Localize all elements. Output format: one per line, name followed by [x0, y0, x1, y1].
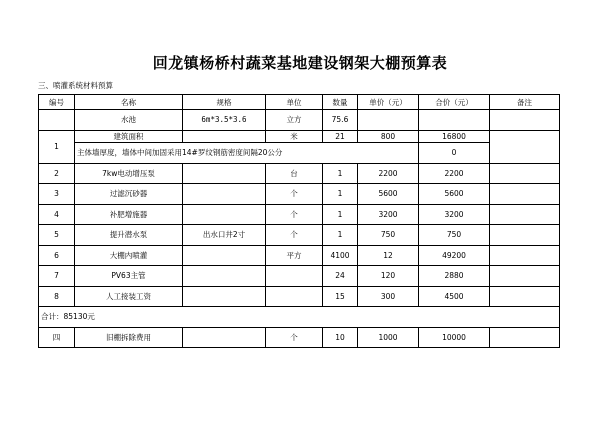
table-row	[39, 163, 560, 184]
cell-price: 1000	[358, 327, 419, 348]
cell-name: 人工接装工资	[75, 286, 183, 307]
cell-total: 10000	[419, 327, 490, 348]
cell-remark	[490, 225, 560, 246]
cell-price: 750	[358, 225, 419, 246]
cell-name: 旧棚拆除费用	[75, 327, 183, 348]
cell-remark	[490, 327, 560, 348]
cell-total: 0	[419, 143, 490, 164]
cell-unit	[266, 286, 323, 307]
cell-unit: 立方	[266, 110, 323, 131]
cell-name: 提升潜水泵	[75, 225, 183, 246]
cell-qty: 10	[323, 327, 358, 348]
cell-spec	[183, 245, 266, 266]
cell-total: 16800	[419, 130, 490, 143]
cell-spec	[183, 266, 266, 287]
table-row	[39, 225, 560, 246]
cell-unit: 台	[266, 163, 323, 184]
cell-no: 3	[39, 184, 75, 205]
table-row	[39, 204, 560, 225]
cell-no: 2	[39, 163, 75, 184]
header-remark: 备注	[490, 95, 560, 110]
cell-remark	[490, 163, 560, 184]
cell-qty: 1	[323, 204, 358, 225]
header-total: 合价（元）	[419, 95, 490, 110]
cell-remark	[490, 184, 560, 205]
table-row	[39, 184, 560, 205]
page-title: 回龙镇杨桥村蔬菜基地建设钢架大棚预算表	[152, 54, 448, 72]
cell-price: 300	[358, 286, 419, 307]
cell-price: 120	[358, 266, 419, 287]
cell-name: 水池	[75, 110, 183, 131]
budget-table	[38, 94, 560, 348]
table-row	[39, 130, 560, 143]
cell-qty: 75.6	[323, 110, 358, 131]
cell-price: 3200	[358, 204, 419, 225]
header-unit: 单位	[266, 95, 323, 110]
cell-name: 7kw电动增压泵	[75, 163, 183, 184]
cell-name: PV63主管	[75, 266, 183, 287]
table-row-sum	[39, 307, 560, 328]
cell-price: 12	[358, 245, 419, 266]
cell-spec	[183, 327, 266, 348]
cell-no: 7	[39, 266, 75, 287]
cell-spec	[183, 204, 266, 225]
cell-no: 5	[39, 225, 75, 246]
cell-unit: 平方	[266, 245, 323, 266]
cell-qty: 1	[323, 225, 358, 246]
cell-remark	[490, 130, 560, 163]
cell-price: 5600	[358, 184, 419, 205]
cell-total	[419, 110, 490, 131]
cell-name: 过滤沉砂器	[75, 184, 183, 205]
cell-total: 3200	[419, 204, 490, 225]
cell-qty: 4100	[323, 245, 358, 266]
table-row	[39, 266, 560, 287]
cell-qty: 21	[323, 130, 358, 143]
cell-qty: 24	[323, 266, 358, 287]
cell-unit: 个	[266, 204, 323, 225]
cell-no: 四	[39, 327, 75, 348]
cell-remark	[490, 266, 560, 287]
table-row	[39, 110, 560, 131]
section-heading: 三、喷灌系统材料预算	[38, 81, 113, 90]
header-spec: 规格	[183, 95, 266, 110]
cell-remark	[490, 286, 560, 307]
header-qty: 数量	[323, 95, 358, 110]
header-no: 编号	[39, 95, 75, 110]
cell-no	[39, 110, 75, 131]
cell-unit: 个	[266, 184, 323, 205]
table-row	[39, 327, 560, 348]
table-row	[39, 245, 560, 266]
cell-spec	[183, 163, 266, 184]
cell-name: 大棚内喷灌	[75, 245, 183, 266]
cell-total: 2200	[419, 163, 490, 184]
cell-total: 5600	[419, 184, 490, 205]
cell-remark	[490, 204, 560, 225]
cell-total: 750	[419, 225, 490, 246]
cell-no: 6	[39, 245, 75, 266]
table-row	[39, 143, 560, 164]
header-name: 名称	[75, 95, 183, 110]
cell-price	[358, 110, 419, 131]
cell-remark	[490, 110, 560, 131]
cell-no: 8	[39, 286, 75, 307]
cell-sum: 合计：85130元	[39, 307, 560, 328]
table-row	[39, 286, 560, 307]
cell-unit	[266, 266, 323, 287]
header-price: 单价（元）	[358, 95, 419, 110]
cell-price: 2200	[358, 163, 419, 184]
cell-price: 800	[358, 130, 419, 143]
cell-unit: 个	[266, 327, 323, 348]
cell-unit: 个	[266, 225, 323, 246]
cell-note: 主体墙厚度，墙体中间加固采用14#罗纹钢筋密度间隔20公分	[75, 143, 419, 164]
cell-remark	[490, 245, 560, 266]
cell-spec: 6m*3.5*3.6	[183, 110, 266, 131]
cell-spec	[183, 130, 266, 143]
cell-qty: 15	[323, 286, 358, 307]
cell-total: 49200	[419, 245, 490, 266]
cell-qty: 1	[323, 163, 358, 184]
cell-name: 补肥增施器	[75, 204, 183, 225]
cell-qty: 1	[323, 184, 358, 205]
cell-no: 1	[39, 130, 75, 163]
table-header-row	[39, 95, 560, 110]
cell-unit: 米	[266, 130, 323, 143]
cell-spec	[183, 184, 266, 205]
cell-name: 建筑面积	[75, 130, 183, 143]
cell-spec: 出水口井2寸	[183, 225, 266, 246]
cell-no: 4	[39, 204, 75, 225]
cell-total: 2880	[419, 266, 490, 287]
cell-total: 4500	[419, 286, 490, 307]
cell-spec	[183, 286, 266, 307]
